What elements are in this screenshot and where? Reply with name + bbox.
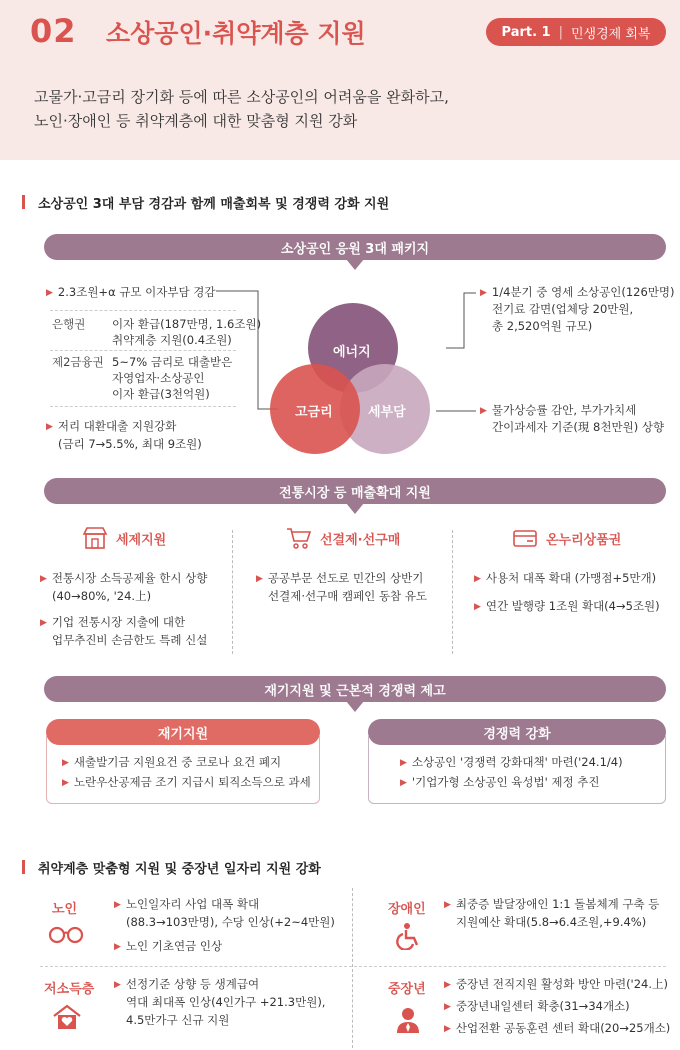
col1-item-1-text: 전통시장 소득공제율 한시 상향 xyxy=(51,571,208,585)
col1-item-2-line-2: 업무추진비 손금한도 특례 신설 xyxy=(52,633,208,647)
col2-title-wrap xyxy=(286,526,400,550)
middle-item-1-text: 중장년 전직지원 활성화 방안 마련('24.上) xyxy=(455,977,668,991)
right-item-1-line-2: 전기료 감면(업체당 20만원, xyxy=(492,302,634,316)
elder-item-2 xyxy=(114,938,222,955)
elder-item-1-line-2: (88.3→103만명), 수당 인상(+2~4만원) xyxy=(126,915,335,929)
middle-item-3-text: 산업전환 공동훈련 센터 확대(20→25개소) xyxy=(455,1021,671,1035)
person-icon xyxy=(394,1006,422,1034)
col2-item-1-text: 공공부문 선도로 민간의 상반기 xyxy=(267,571,424,585)
middle-item-1 xyxy=(444,976,668,993)
column-divider xyxy=(352,888,353,1048)
col3-item-2-text: 연간 발행량 1조원 확대(4→5조원) xyxy=(485,599,660,613)
restart-band: 재기지원 및 근본적 경쟁력 제고 xyxy=(44,676,666,702)
bullet-arrow-icon: ▶ xyxy=(62,758,69,768)
second-text-2: 자영업자·소상공인 xyxy=(112,371,205,385)
left-item-1-text: 2.3조원+α 규모 이자부담 경감 xyxy=(57,285,216,299)
connector-line-right-top xyxy=(446,293,476,348)
section2-heading: 취약계층 맞춤형 지원 및 중장년 일자리 지원 강화 xyxy=(22,858,321,877)
middle-item-3 xyxy=(444,1020,670,1037)
section1-heading: 소상공인 3대 부담 경감과 함께 매출회복 및 경쟁력 강화 지원 xyxy=(22,193,389,212)
lowinc-label: 저소득층 xyxy=(44,982,95,997)
page-title: 소상공인·취약계층 지원 xyxy=(106,19,366,48)
part-badge xyxy=(486,18,666,46)
middle-item-2 xyxy=(444,998,630,1015)
col1-title: 세제지원 xyxy=(116,532,167,548)
lowinc-item-1-line-3: 4.5만가구 신규 지원 xyxy=(126,1013,230,1027)
bank-text-1: 이자 환급(187만명, 1.6조원) xyxy=(112,317,262,331)
col1-item-2-text: 기업 전통시장 지출에 대한 xyxy=(51,615,186,629)
part-label: Part. 1 xyxy=(501,24,551,40)
bullet-arrow-icon: ▶ xyxy=(114,980,121,990)
competitiveness-box-header: 경쟁력 강화 xyxy=(368,719,666,745)
venn-label-interest: 고금리 xyxy=(295,405,333,420)
second-text-3: 이자 환급(3천억원) xyxy=(112,387,210,401)
box1-item-2-text: 노란우산공제금 조기 지급시 퇴직소득으로 과세 xyxy=(73,775,311,789)
col2-title: 선결제·선구매 xyxy=(320,532,401,548)
bullet-arrow-icon: ▶ xyxy=(444,900,451,910)
connector-line-left xyxy=(216,291,278,409)
box2-item-1 xyxy=(400,754,623,771)
house-heart-icon xyxy=(52,1004,82,1030)
box1-item-1-text: 새출발기금 지원요건 중 코로나 요건 폐지 xyxy=(73,755,282,769)
bullet-arrow-icon: ▶ xyxy=(474,574,481,584)
elder-item-2-text: 노인 기초연금 인상 xyxy=(125,939,223,953)
package-band: 소상공인 응원 3대 패키지 xyxy=(44,234,666,260)
section-number: 02 xyxy=(30,12,77,50)
left-item-2-text: 저리 대환대출 지원강화 xyxy=(57,419,177,433)
bank-text-2: 취약계층 지원(0.4조원) xyxy=(112,333,232,347)
glasses-icon xyxy=(48,926,84,944)
bullet-arrow-icon: ▶ xyxy=(400,758,407,768)
disabled-item-1 xyxy=(444,896,659,913)
intro-line-2: 노인·장애인 등 취약계층에 대한 맞춤형 지원 강화 xyxy=(34,112,358,130)
box2-item-2-text: '기업가형 소상공인 육성법' 제정 추진 xyxy=(411,775,600,789)
right-item-1-text: 1/4분기 중 영세 소상공인(126만명) xyxy=(491,285,675,299)
col2-item-1 xyxy=(256,570,423,587)
bank-label: 은행권 xyxy=(52,317,86,331)
disabled-item-1-line-2: 지원예산 확대(5.8→6.4조원,+9.4%) xyxy=(456,915,647,929)
col2-item-1-line-2: 선결제·선구매 캠페인 동참 유도 xyxy=(268,589,428,603)
elder-label: 노인 xyxy=(52,902,78,917)
bullet-arrow-icon: ▶ xyxy=(62,778,69,788)
left-item-2-detail: (금리 7→5.5%, 최대 9조원) xyxy=(58,437,202,451)
bullet-arrow-icon: ▶ xyxy=(444,1024,451,1034)
bullet-arrow-icon: ▶ xyxy=(46,288,53,298)
second-label: 제2금융권 xyxy=(52,355,104,369)
col1-item-1-line-2: (40→80%, '24.上) xyxy=(52,589,152,603)
elder-item-1-text: 노인일자리 사업 대폭 확대 xyxy=(125,897,260,911)
bullet-arrow-icon: ▶ xyxy=(474,602,481,612)
market-band: 전통시장 등 매출확대 지원 xyxy=(44,478,666,504)
intro-line-1: 고물가·고금리 장기화 등에 따른 소상공인의 어려움을 완화하고, xyxy=(34,88,449,106)
box1-item-1 xyxy=(62,754,281,771)
restart-box-header: 재기지원 xyxy=(46,719,320,745)
store-icon xyxy=(82,526,108,550)
box1-item-2 xyxy=(62,774,311,791)
col1-title-wrap xyxy=(82,526,166,550)
col3-item-1 xyxy=(474,570,656,587)
bullet-arrow-icon: ▶ xyxy=(40,574,47,584)
bullet-arrow-icon: ▶ xyxy=(480,406,487,416)
bullet-arrow-icon: ▶ xyxy=(40,618,47,628)
box2-item-1-text: 소상공인 '경쟁력 강화대책' 마련('24.1/4) xyxy=(411,755,623,769)
venn-label-tax: 세부담 xyxy=(368,405,406,420)
col3-item-1-text: 사용처 대폭 확대 (가맹점+5만개) xyxy=(485,571,657,585)
right-item-1-line-3: 총 2,520억원 규모) xyxy=(492,319,593,333)
middle-item-2-text: 중장년내일센터 확충(31→34개소) xyxy=(455,999,630,1013)
right-item-2-text: 물가상승률 감안, 부가가치세 xyxy=(491,403,637,417)
column-divider xyxy=(232,530,233,654)
bullet-arrow-icon: ▶ xyxy=(256,574,263,584)
bullet-arrow-icon: ▶ xyxy=(400,778,407,788)
col1-item-1 xyxy=(40,570,207,587)
bullet-arrow-icon: ▶ xyxy=(114,942,121,952)
cart-icon xyxy=(286,526,312,550)
box2-item-2 xyxy=(400,774,600,791)
lowinc-item-1-line-2: 역대 최대폭 인상(4인가구 +21.3만원), xyxy=(126,995,326,1009)
middle-label: 중장년 xyxy=(388,982,426,997)
col3-item-2 xyxy=(474,598,660,615)
bullet-arrow-icon: ▶ xyxy=(114,900,121,910)
bullet-arrow-icon: ▶ xyxy=(444,1002,451,1012)
col3-title-wrap xyxy=(512,526,621,550)
column-divider xyxy=(452,530,453,654)
card-icon xyxy=(512,526,538,550)
disabled-item-1-text: 최중증 발달장애인 1:1 돌봄체계 구축 등 xyxy=(455,897,660,911)
right-item-2-line-2: 간이과세자 기준(現 8천만원) 상향 xyxy=(492,420,665,434)
part-subtitle: 민생경제 회복 xyxy=(571,26,651,42)
col3-title: 온누리상품권 xyxy=(546,532,622,548)
row-divider xyxy=(40,966,666,967)
wheelchair-icon xyxy=(394,922,422,950)
part-separator: | xyxy=(558,24,563,40)
col1-item-2 xyxy=(40,614,185,631)
elder-item-1 xyxy=(114,896,259,913)
bullet-arrow-icon: ▶ xyxy=(444,980,451,990)
right-item-2 xyxy=(480,402,636,419)
lowinc-item-1 xyxy=(114,976,259,993)
bullet-arrow-icon: ▶ xyxy=(46,422,53,432)
disabled-label: 장애인 xyxy=(388,902,426,917)
venn-label-energy: 에너지 xyxy=(333,345,371,360)
right-item-1 xyxy=(480,284,675,301)
second-text-1: 5~7% 금리로 대출받은 xyxy=(112,355,233,369)
bullet-arrow-icon: ▶ xyxy=(480,288,487,298)
lowinc-item-1-text: 선정기준 상향 등 생계급여 xyxy=(125,977,260,991)
